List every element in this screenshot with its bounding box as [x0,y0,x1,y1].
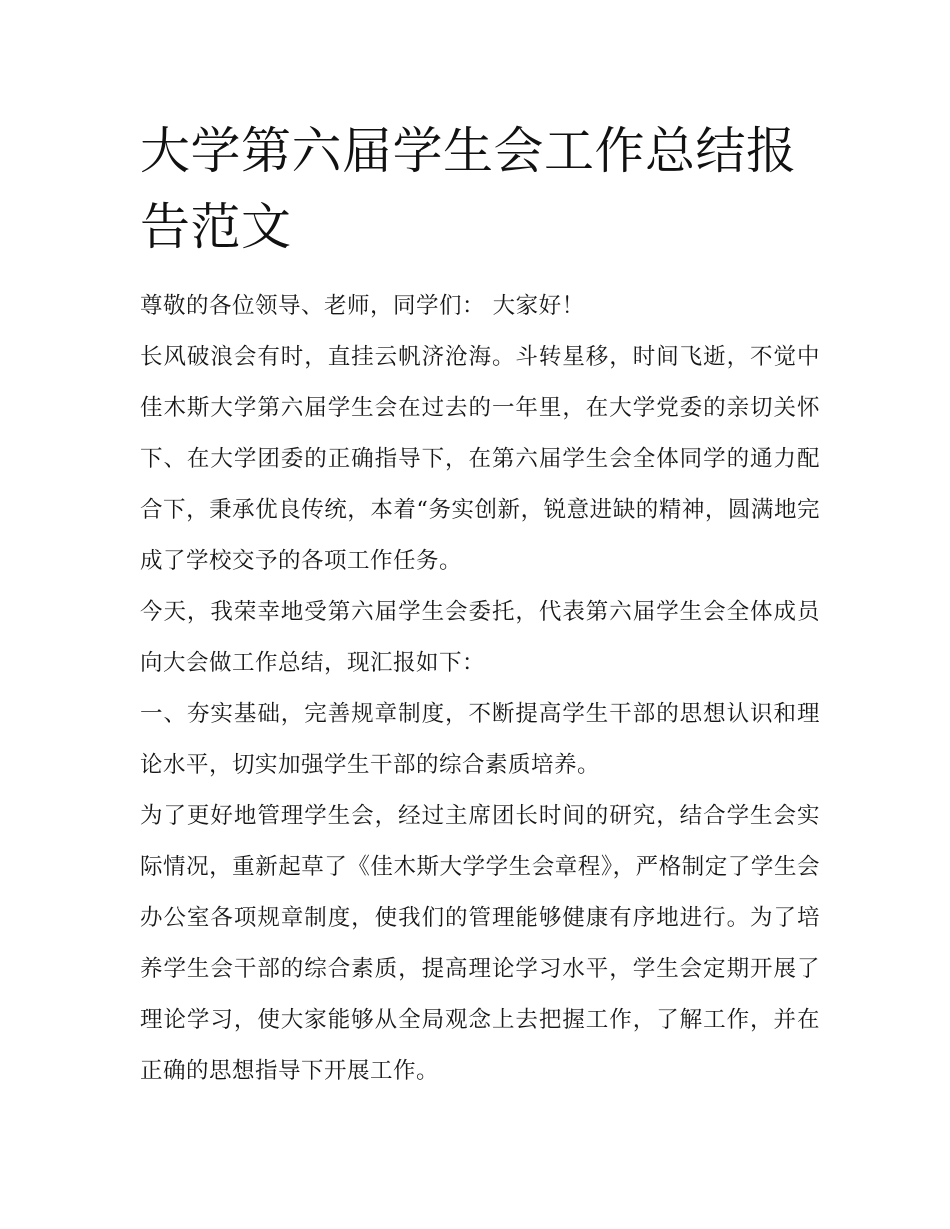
greeting-paragraph: 尊敬的各位领导、老师，同学们： 大家好！ [140,293,585,319]
section-one-paragraph: 为了更好地管理学生会，经过主席团长时间的研究，结合学生会实际情况，重新起草了《佳木斯大学学生会章程》，严格制定了学生会办公室各项规章制度，使我们的管理能够健康有序地进行。为了培养学生会干部的综合素质，提高理论学习水平，学生会定期开展了理论学习，使大家能够从全局观念上去把握工作，了解工作，并在正确的思想指导下开展工作。 [140,803,820,1084]
report-intro-paragraph: 今天，我荣幸地受第六届学生会委托，代表第六届学生会全体成员向大会做工作总结，现汇报如下： [140,599,820,676]
document-title: 大学第六届学生会工作总结报告范文 [140,122,797,256]
intro-paragraph: 长风破浪会有时，直挂云帆济沧海。斗转星移，时间飞逝，不觉中佳木斯大学第六届学生会在过去的一年里，在大学党委的亲切关怀下、在大学团委的正确指导下，在第六届学生会全体同学的通力配合下，秉承优良传统，本着“务实创新，锐意进缺的精神，圆满地完成了学校交予的各项工作任务。 [140,344,820,574]
section-one-heading: 一、夯实基础，完善规章制度，不断提高学生干部的思想认识和理论水平，切实加强学生干部的综合素质培养。 [140,701,820,778]
document-body [140,281,820,1097]
